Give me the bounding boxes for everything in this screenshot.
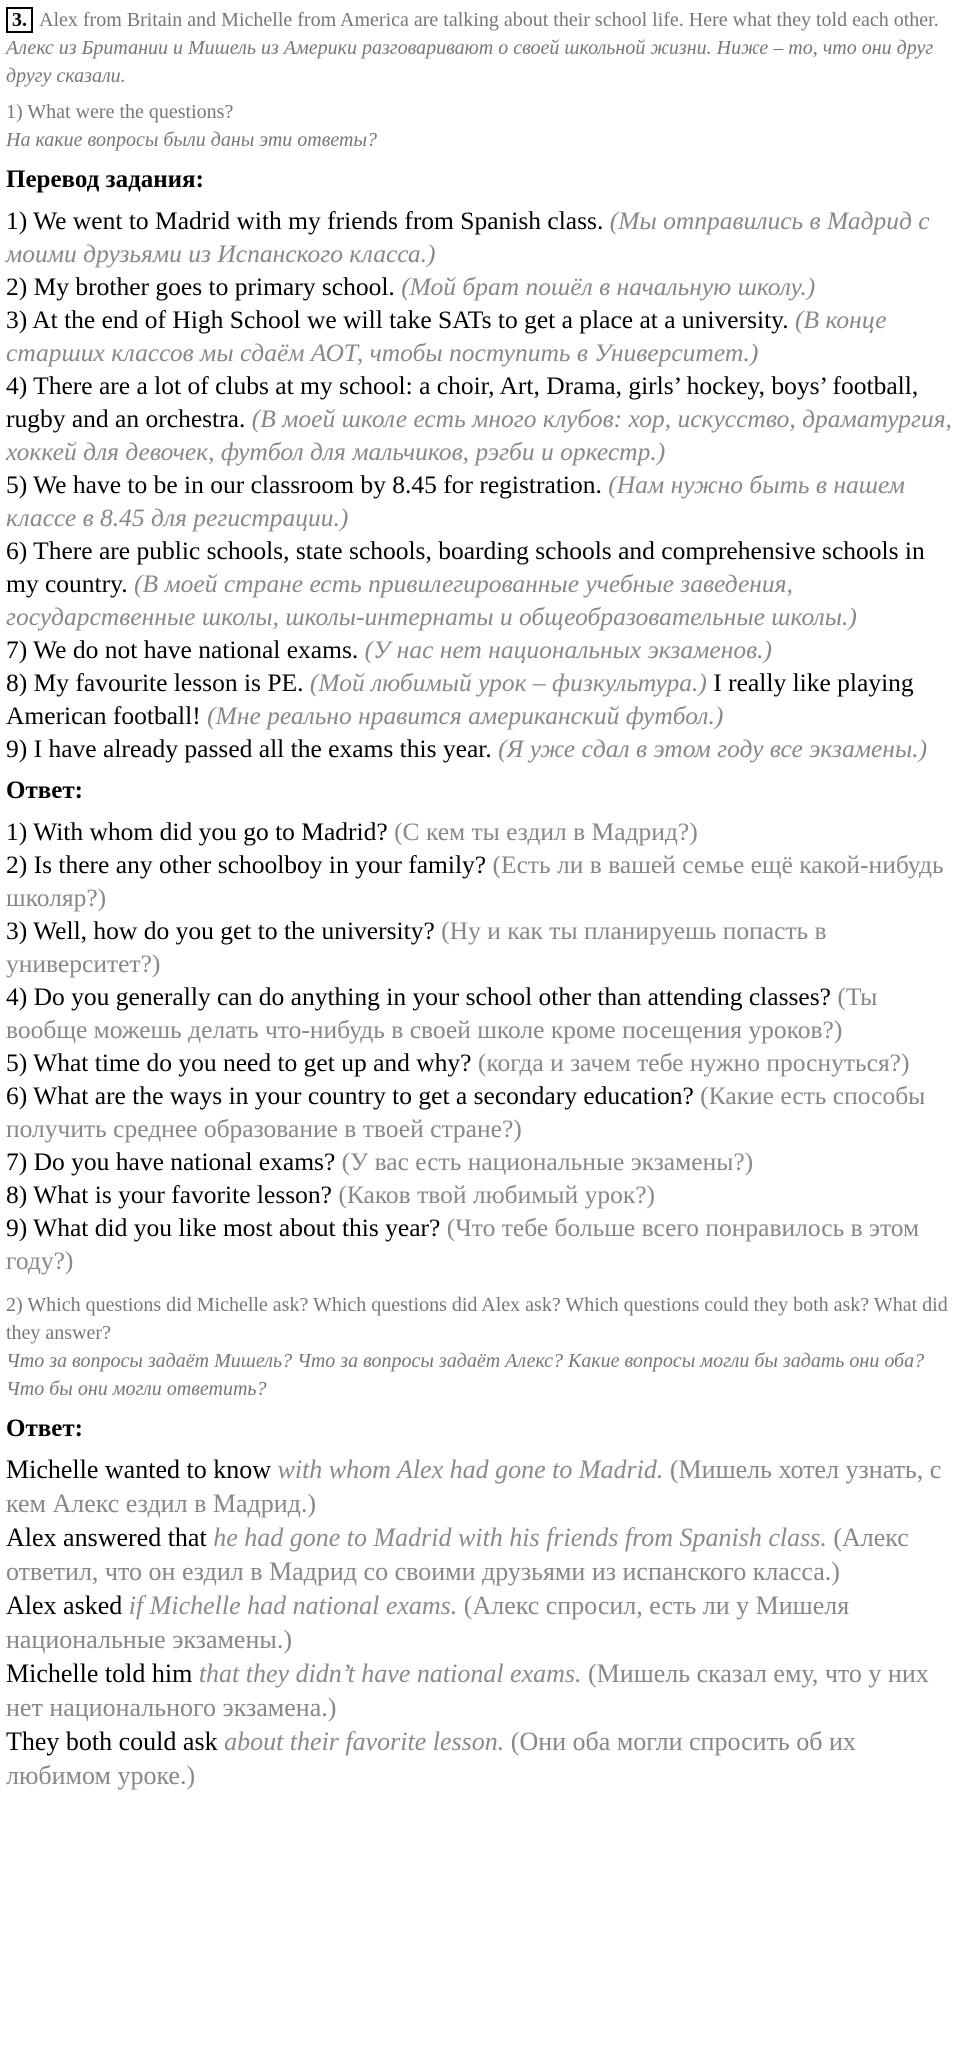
translation-heading: Перевод задания: (6, 166, 204, 193)
reported-speech-item: Alex answered that he had gone to Madrid with his friends from Spanish class. (Алекс ответил, что он ездил в Мадрид со своими друзьями из испанского класса.) (6, 1523, 909, 1586)
answer-item: 2) Is there any other schoolboy in your family? (Есть ли в вашей семье ещё какой-нибудь школяр?) (6, 850, 944, 912)
answer-1-list (6, 815, 952, 1277)
task-intro-ru: Алекс из Британии и Мишель из Америки разговаривают о своей школьной жизни. Ниже – то, что они друг другу сказали. (6, 37, 934, 87)
task-question-2-en: 2) Which questions did Michelle ask? Which questions did Alex ask? Which questions could they both ask? What did they answer? (6, 1294, 948, 1344)
task-intro (6, 6, 952, 34)
answer-item: 8) What is your favorite lesson? (Каков твой любимый урок?) (6, 1180, 656, 1209)
answer-item: 6) What are the ways in your country to get a secondary education? (Какие есть способы получить среднее образование в твоей стране?) (6, 1081, 926, 1143)
task-3 (6, 6, 952, 154)
task-number: 3. (6, 7, 33, 33)
answer-2-list (6, 1453, 952, 1793)
translation-item: 8) My favourite lesson is PE. (Мой любимый урок – физкультура.) I really like playing American football! (Мне реально нравится американский футбол.) (6, 668, 914, 730)
translation-item: 1) We went to Madrid with my friends from Spanish class. (Мы отправились в Мадрид с моими друзьями из Испанского класса.) (6, 206, 930, 268)
task-question-2 (6, 1291, 952, 1403)
translation-item: 9) I have already passed all the exams this year. (Я уже сдал в этом году все экзамены.) (6, 734, 928, 763)
answer-2-heading: Ответ: (6, 1415, 83, 1442)
answer-item: 9) What did you like most about this year? (Что тебе больше всего понравилось в этом году?) (6, 1213, 920, 1275)
answer-item: 1) With whom did you go to Madrid? (С кем ты ездил в Мадрид?) (6, 817, 698, 846)
reported-speech-item: Michelle told him that they didn’t have national exams. (Мишель сказал ему, что у них нет национального экзамена.) (6, 1659, 929, 1722)
answer-item: 3) Well, how do you get to the university? (Ну и как ты планируешь попасть в университет?) (6, 916, 827, 978)
translation-list (6, 204, 952, 765)
translation-item: 2) My brother goes to primary school. (Мой брат пошёл в начальную школу.) (6, 272, 816, 301)
reported-speech-item: Alex asked if Michelle had national exams. (Алекс спросил, есть ли у Мишеля национальные экзамены.) (6, 1591, 850, 1654)
translation-item: 6) There are public schools, state schools, boarding schools and comprehensive schools in my country. (В моей стране есть привилегированные учебные заведения, государственные школы, школы-интернаты и общеобразовательные школы.) (6, 536, 925, 631)
translation-item: 4) There are a lot of clubs at my school: a choir, Art, Drama, girls’ hockey, boys’ football, rugby and an orchestra. (В моей школе есть много клубов: хор, искусство, драматургия, хоккей для девочек, футбол для мальчиков, рэгби и оркестр.) (6, 371, 952, 466)
reported-speech-item: They both could ask about their favorite lesson. (Они оба могли спросить об их любимом уроке.) (6, 1727, 856, 1790)
answer-item: 7) Do you have national exams? (У вас есть национальные экзамены?) (6, 1147, 754, 1176)
answer-item: 5) What time do you need to get up and why? (когда и зачем тебе нужно проснуться?) (6, 1048, 910, 1077)
reported-speech-item: Michelle wanted to know with whom Alex had gone to Madrid. (Мишель хотел узнать, с кем Алекс ездил в Мадрид.) (6, 1455, 942, 1518)
task-question-1-ru: На какие вопросы были даны эти ответы? (6, 129, 378, 151)
task-intro-en: Alex from Britain and Michelle from America are talking about their school life. Here what they told each other. (39, 9, 939, 31)
answer-1-heading: Ответ: (6, 777, 83, 804)
answer-item: 4) Do you generally can do anything in your school other than attending classes? (Ты вообще можешь делать что-нибудь в своей школе кроме посещения уроков?) (6, 982, 878, 1044)
translation-item: 7) We do not have national exams. (У нас нет национальных экзаменов.) (6, 635, 773, 664)
task-question-1-en: 1) What were the questions? (6, 101, 234, 123)
translation-item: 5) We have to be in our classroom by 8.45 for registration. (Нам нужно быть в нашем классе в 8.45 для регистрации.) (6, 470, 905, 532)
translation-item: 3) At the end of High School we will take SATs to get a place at a university. (В конце старших классов мы сдаём АОТ, чтобы поступить в Университет.) (6, 305, 887, 367)
task-question-2-ru: Что за вопросы задаёт Мишель? Что за вопросы задаёт Алекс? Какие вопросы могли бы задать они оба? Что бы они могли ответить? (6, 1350, 925, 1400)
